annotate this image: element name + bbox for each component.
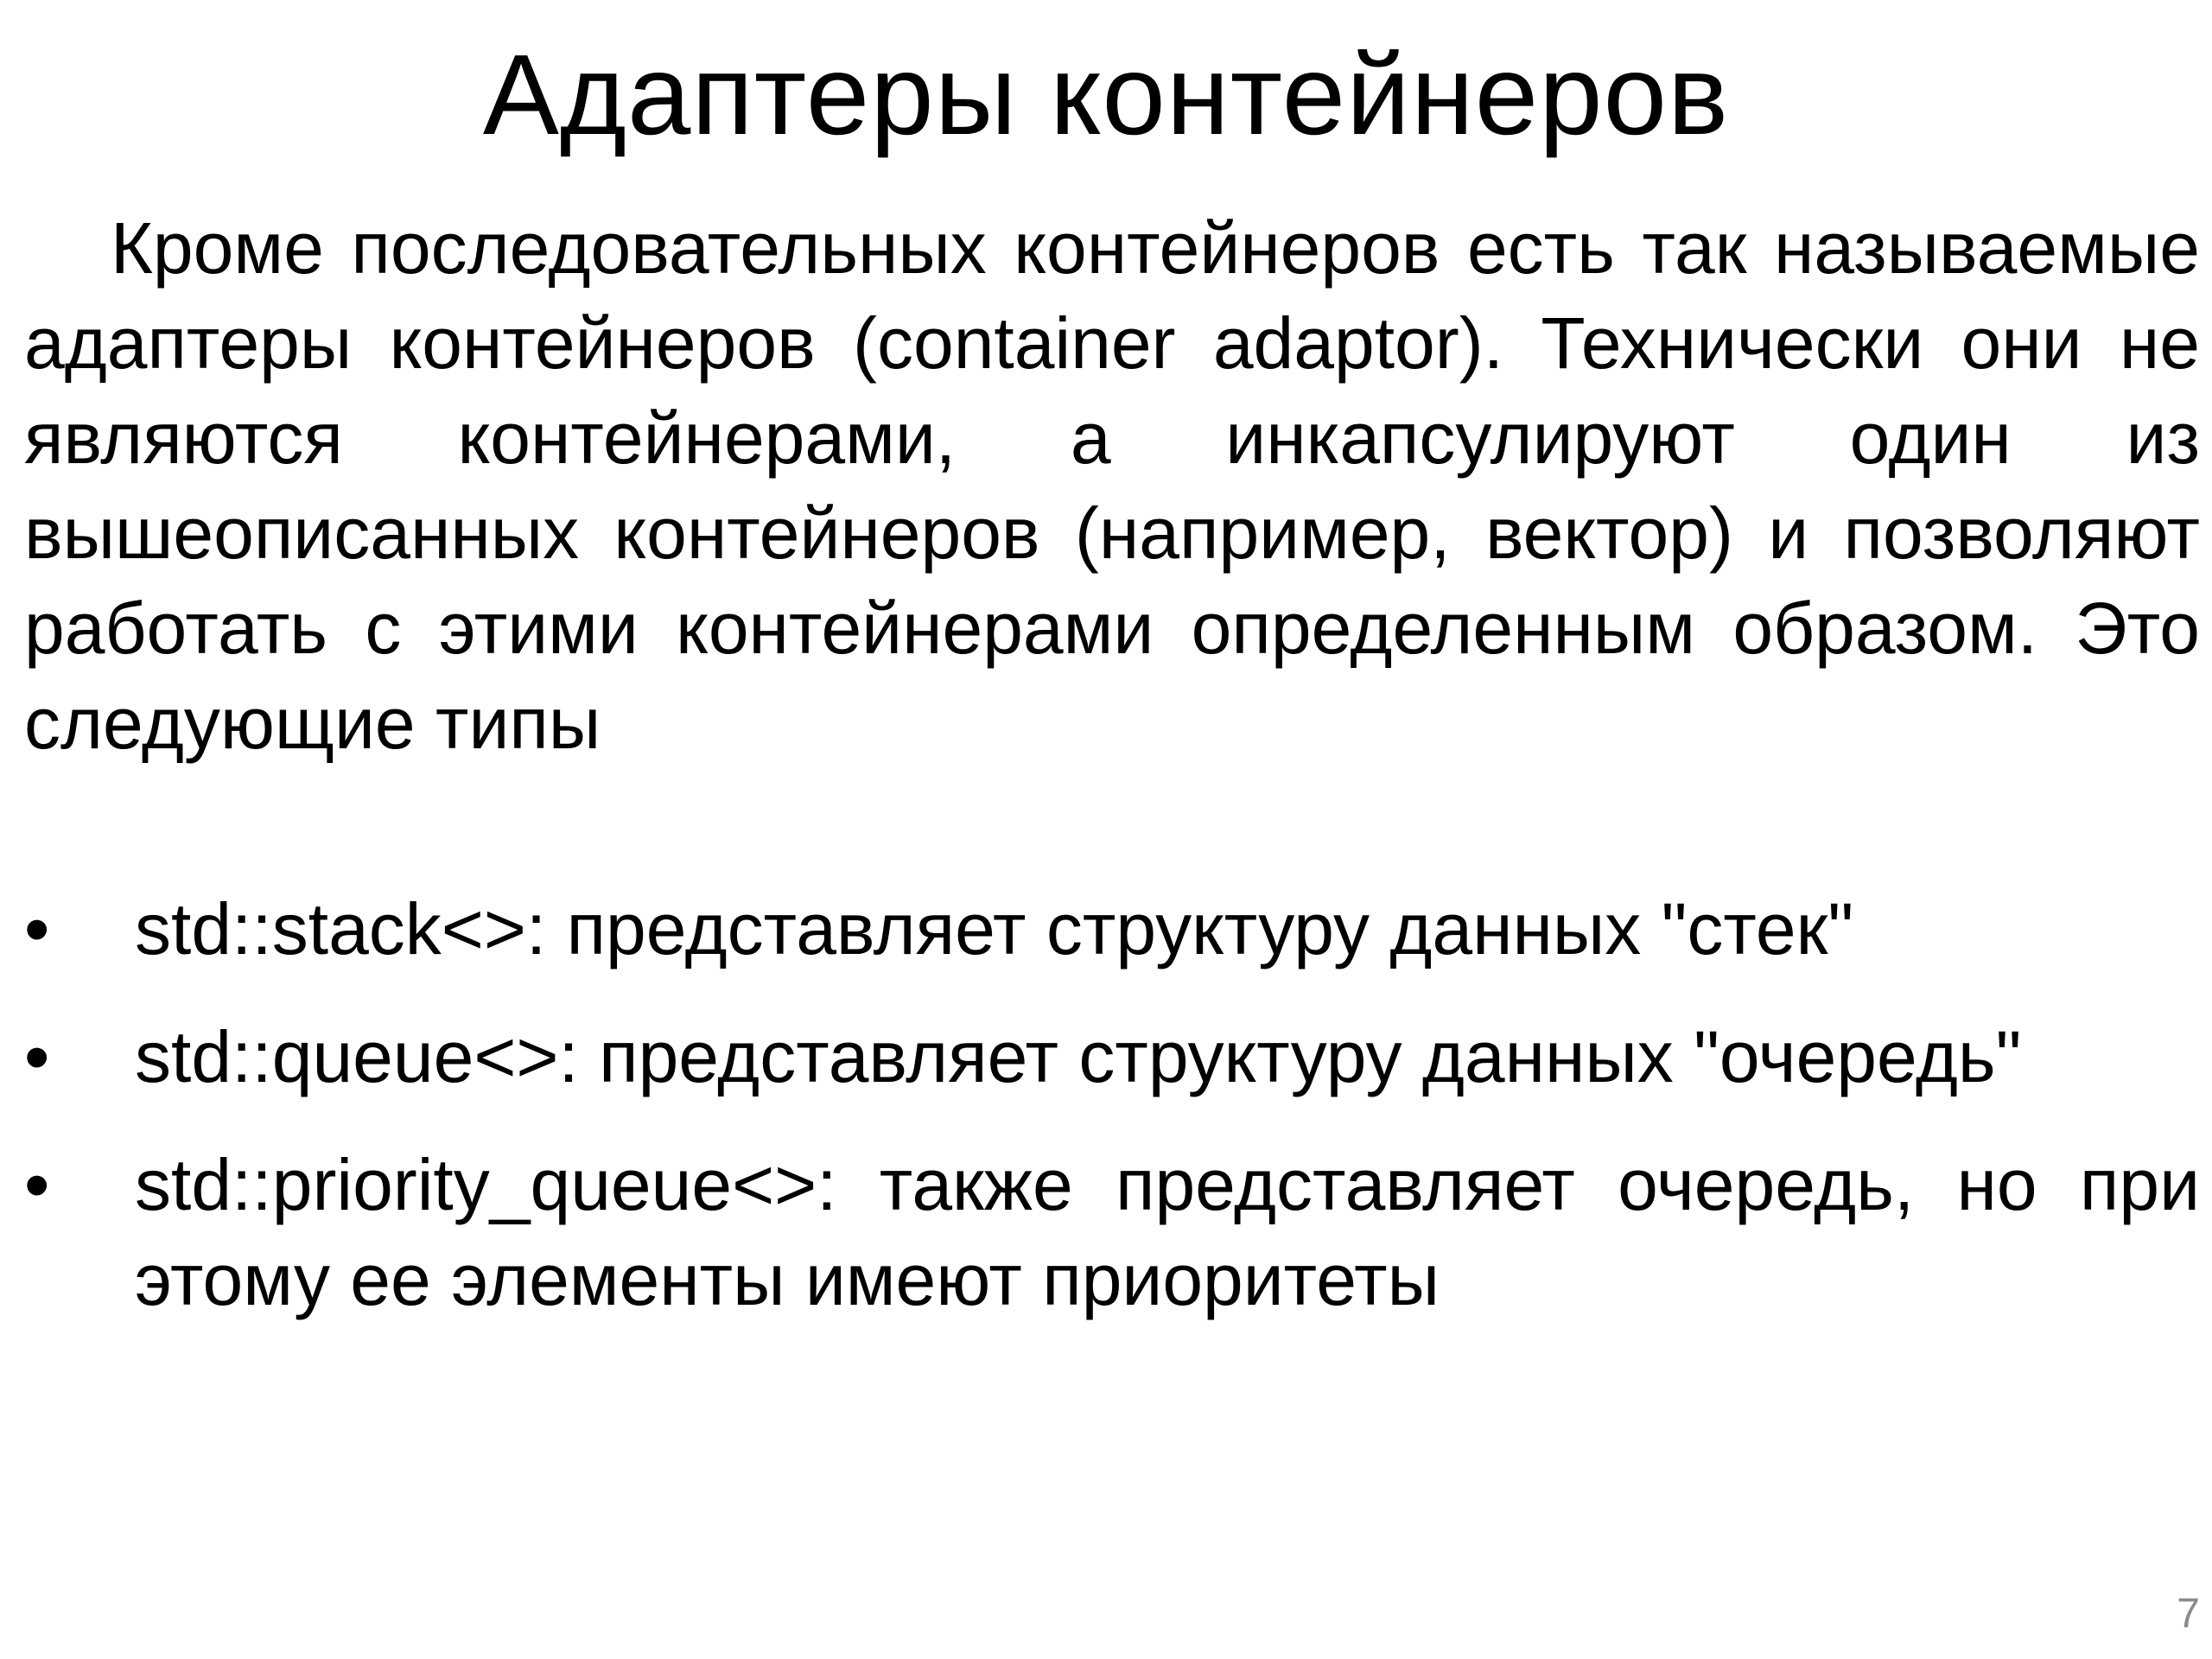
bullet-item-stack bbox=[0, 881, 2212, 976]
bullet-text: std::stack<>: представляет структуру данных "стек" bbox=[135, 888, 1854, 969]
bullet-list bbox=[0, 881, 2212, 1360]
bullet-dot-icon: • bbox=[24, 1016, 50, 1097]
bullet-text: std::priority_queue<>: также представляет очередь, но при этому ее элементы имеют приоритеты bbox=[135, 1144, 2200, 1320]
bullet-item-priority-queue bbox=[0, 1137, 2212, 1327]
page-number: 7 bbox=[2177, 1591, 2200, 1637]
slide-title: Адаптеры контейнеров bbox=[482, 31, 1730, 158]
bullet-dot-icon: • bbox=[24, 1144, 50, 1225]
intro-paragraph: Кроме последовательных контейнеров есть так называемые адаптеры контейнеров (container adaptor). Технически они не являются контейнерами, а инкапсулируют один из вышеописанных контейнеров (например, вектор) и позволяют работать с этими контейнерами определенным образом. Это следующие типы bbox=[24, 207, 2200, 764]
bullet-item-queue bbox=[0, 1009, 2212, 1104]
bullet-dot-icon: • bbox=[24, 888, 50, 969]
bullet-text: std::queue<>: представляет структуру данных "очередь" bbox=[135, 1016, 2022, 1097]
